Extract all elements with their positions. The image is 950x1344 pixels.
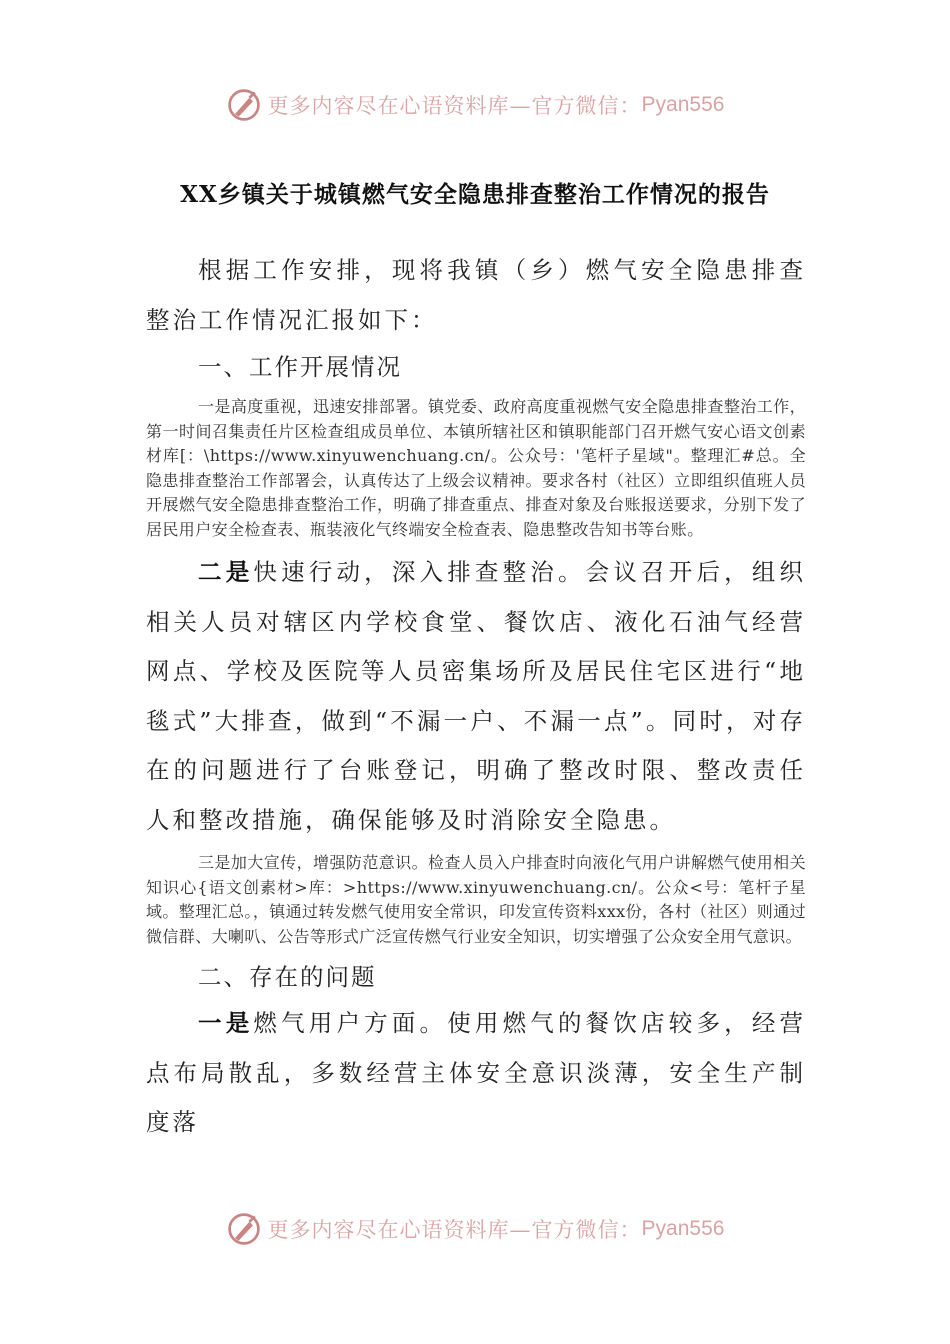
- document-title: XX乡镇关于城镇燃气安全隐患排查整治工作情况的报告: [180, 181, 770, 208]
- watermark-text: 更多内容尽在心语资料库—官方微信：: [267, 1218, 642, 1242]
- paragraph-text: 燃气用户方面。使用燃气的餐饮店较多，经营点布局散乱，多数经营主体安全意识淡薄，安全生产制度落: [146, 1009, 807, 1136]
- paragraph-lead: 一是: [198, 1009, 254, 1037]
- watermark-wechat-id: Pyan556: [641, 93, 725, 116]
- paragraph-text: 快速行动，深入排查整治。会议召开后，组织相关人员对辖区内学校食堂、餐饮店、液化石油气经营网点、学校及医院等人员密集场所及居民住宅区进行“地毯式”大排查，做到“不漏一户、不漏一点”。同时，对存在的问题进行了台账登记，明确了整改时限、整改责任人和整改措施，确保能够及时消除安全隐患。: [146, 558, 807, 834]
- paragraph-lead: 二是: [198, 558, 254, 586]
- paragraph-1-2: [146, 548, 806, 845]
- paragraph-1-1: 一是高度重视，迅速安排部署。镇党委、政府高度重视燃气安全隐患排查整治工作，第一时间召集责任片区检查组成员单位、本镇所辖社区和镇职能部门召开燃气安心语文创素材库[：\https://www.xinyuwenchuang.cn/。公众号：'笔杆子星域"。整理汇#总。全隐患排查整治工作部署会，认真传达了上级会议精神。要求各村（社区）立即组织值班人员开展燃气安全隐患排查整治工作，明确了排查重点、排查对象及台账报送要求，分别下发了居民用户安全检查表、瓶装液化气终端安全检查表、隐患整改告知书等台账。: [146, 397, 806, 539]
- section-heading-1: 一、工作开展情况: [198, 353, 402, 381]
- paragraph-2-1: [146, 999, 806, 1148]
- paragraph-1-3: 三是加大宣传，增强防范意识。检查人员入户排查时向液化气用户讲解燃气使用相关知识心{语文创素材>库：>https://www.xinyuwenchuang.cn/。公众<号：笔杆子星域。整理汇总。，镇通过转发燃气使用安全常识，印发宣传资料xxx份，各村（社区）则通过微信群、大喇叭、公告等形式广泛宣传燃气行业安全知识，切实增强了公众安全用气意识。: [146, 853, 806, 946]
- watermark-text: 更多内容尽在心语资料库—官方微信：: [267, 94, 642, 118]
- document-body: [146, 246, 806, 1148]
- pen-logo-icon: [226, 87, 262, 123]
- section-heading-2: 二、存在的问题: [198, 963, 377, 991]
- footer-watermark: [0, 1204, 950, 1254]
- watermark-wechat-id: Pyan556: [641, 1217, 725, 1240]
- header-watermark: [0, 80, 950, 130]
- intro-paragraph: 根据工作安排，现将我镇（乡）燃气安全隐患排查整治工作情况汇报如下：: [146, 256, 806, 334]
- pen-logo-icon: [226, 1211, 262, 1247]
